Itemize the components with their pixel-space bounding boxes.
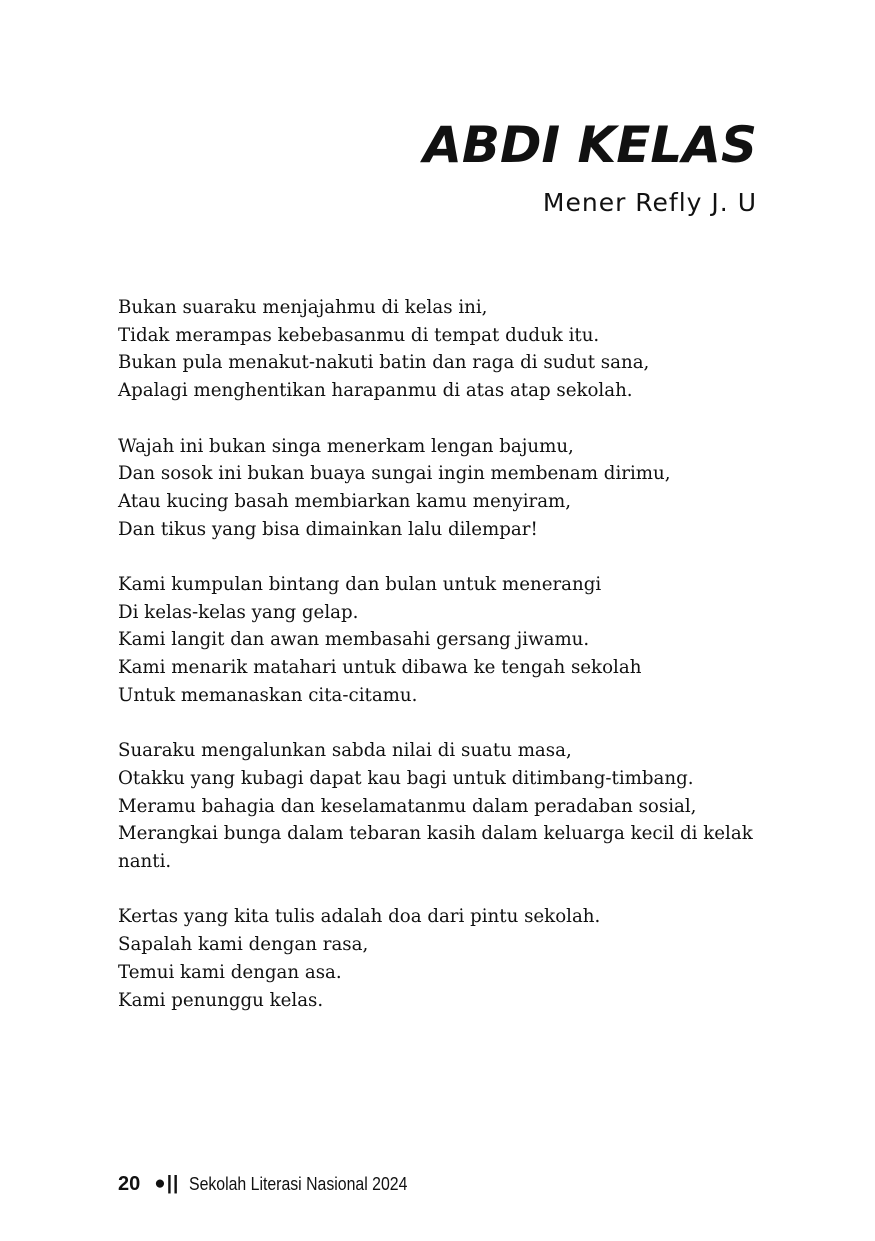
stanza-3	[118, 571, 768, 710]
poem-line: Kami kumpulan bintang dan bulan untuk menerangi	[118, 574, 602, 595]
poem-author: Mener Refly J. U	[542, 188, 757, 217]
poem-line: Temui kami dengan asa.	[118, 961, 342, 983]
poem-line: Kertas yang kita tulis adalah doa dari pintu sekolah.	[118, 906, 601, 928]
poem-line: Dan tikus yang bisa dimainkan lalu dilempar!	[118, 518, 538, 540]
poem-line: Sapalah kami dengan rasa,	[118, 934, 369, 956]
poem-line: Otakku yang kubagi dapat kau bagi untuk ditimbang-timbang.	[118, 767, 694, 789]
poem-line: Kami penunggu kelas.	[118, 989, 324, 1011]
stanza-1	[118, 294, 768, 405]
poem-line: Atau kucing basah membiarkan kamu menyiram,	[118, 490, 572, 512]
poem-line: Bukan pula menakut-nakuti batin dan raga di sudut sana,	[118, 352, 650, 374]
stanza-5	[118, 903, 768, 1014]
publication-name: Sekolah Literasi Nasional 2024	[189, 1174, 408, 1194]
poem-line: Meramu bahagia dan keselamatanmu dalam peradaban sosial,	[118, 795, 697, 817]
stanza-2	[118, 433, 768, 544]
poem-body	[118, 294, 768, 1042]
poem-line: Dan sosok ini bukan buaya sungai ingin membenam dirimu,	[118, 463, 671, 485]
poem-line: Wajah ini bukan singa menerkam lengan bajumu,	[118, 435, 574, 457]
poem-line: Apalagi menghentikan harapanmu di atas atap sekolah.	[118, 380, 633, 402]
poem-line: Di kelas-kelas yang gelap.	[118, 601, 359, 623]
footer-separator: ●||	[154, 1173, 180, 1194]
poem-line: Untuk memanaskan cita-citamu.	[118, 684, 418, 706]
page-footer	[118, 1171, 438, 1197]
poem-line: Tidak merampas kebebasanmu di tempat duduk itu.	[118, 324, 600, 346]
poem-title: ABDI KELAS	[423, 116, 757, 174]
poem-line: Kami menarik matahari untuk dibawa ke tengah sekolah	[118, 657, 642, 679]
stanza-4	[118, 737, 768, 876]
poem-line: Suaraku mengalunkan sabda nilai di suatu masa,	[118, 740, 572, 762]
page-number: 20	[118, 1173, 141, 1195]
poem-line: Kami langit dan awan membasahi gersang jiwamu.	[118, 629, 590, 651]
poem-line: Merangkai bunga dalam tebaran kasih dalam keluarga kecil di kelak nanti.	[118, 823, 753, 873]
poem-line: Bukan suaraku menjajahmu di kelas ini,	[118, 297, 488, 318]
